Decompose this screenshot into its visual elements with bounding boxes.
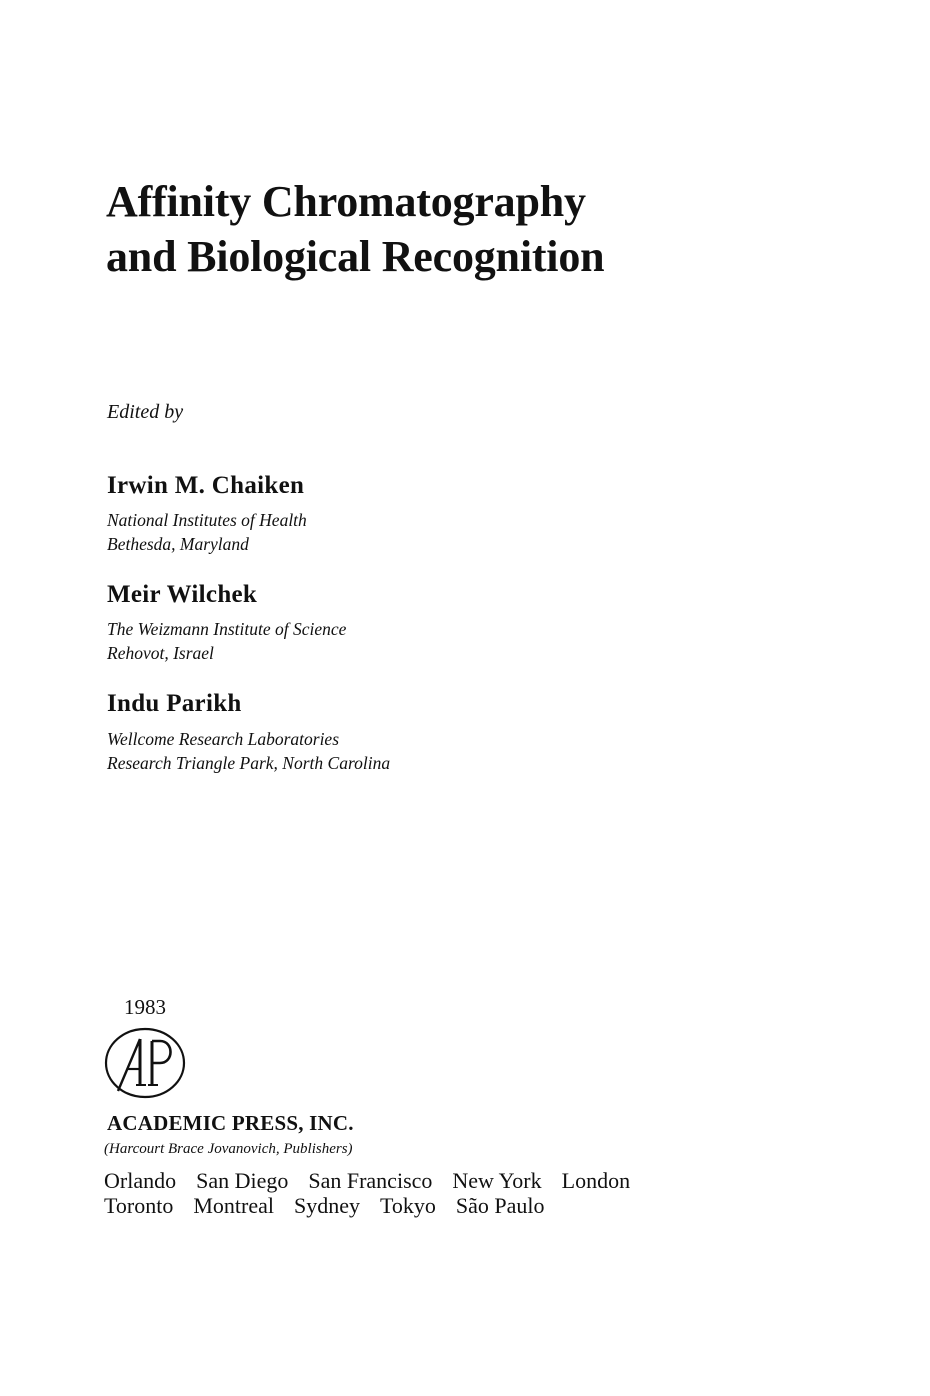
cities-row-1 — [104, 1168, 630, 1194]
city: Montreal — [193, 1193, 274, 1218]
book-title-line-2: and Biological Recognition — [106, 232, 605, 281]
city: São Paulo — [455, 1193, 545, 1218]
editor-2-affiliation-line-2: Rehovot, Israel — [107, 643, 214, 663]
city: Sydney — [294, 1193, 360, 1218]
city: San Diego — [196, 1168, 289, 1193]
editor-1-affiliation — [107, 508, 307, 556]
book-title-line-1: Affinity Chromatography — [106, 177, 586, 226]
city: Orlando — [104, 1168, 177, 1193]
editor-3-name: Indu Parikh — [107, 690, 242, 717]
publication-year: 1983 — [124, 995, 166, 1019]
city: Tokyo — [380, 1193, 436, 1218]
city: San Francisco — [308, 1168, 433, 1193]
cities-row-2 — [104, 1193, 545, 1219]
editor-2-affiliation-line-1: The Weizmann Institute of Science — [107, 619, 347, 639]
publisher-parent: (Harcourt Brace Jovanovich, Publishers) — [104, 1141, 353, 1157]
editor-1-affiliation-line-1: National Institutes of Health — [107, 510, 307, 530]
city: Toronto — [104, 1193, 174, 1218]
editor-3-affiliation-line-1: Wellcome Research Laboratories — [107, 729, 340, 749]
editor-2-affiliation — [107, 617, 346, 665]
editor-2-name: Meir Wilchek — [107, 581, 258, 608]
editor-3-affiliation — [107, 727, 390, 775]
editor-1-affiliation-line-2: Bethesda, Maryland — [107, 534, 249, 554]
city: New York — [452, 1168, 542, 1193]
publisher-name: ACADEMIC PRESS, INC. — [107, 1111, 354, 1135]
city: London — [561, 1168, 631, 1193]
editor-1-name: Irwin M. Chaiken — [107, 472, 305, 499]
edited-by-label: Edited by — [107, 401, 184, 423]
academic-press-logo-icon — [104, 1027, 186, 1099]
editor-3-affiliation-line-2: Research Triangle Park, North Carolina — [107, 753, 391, 773]
